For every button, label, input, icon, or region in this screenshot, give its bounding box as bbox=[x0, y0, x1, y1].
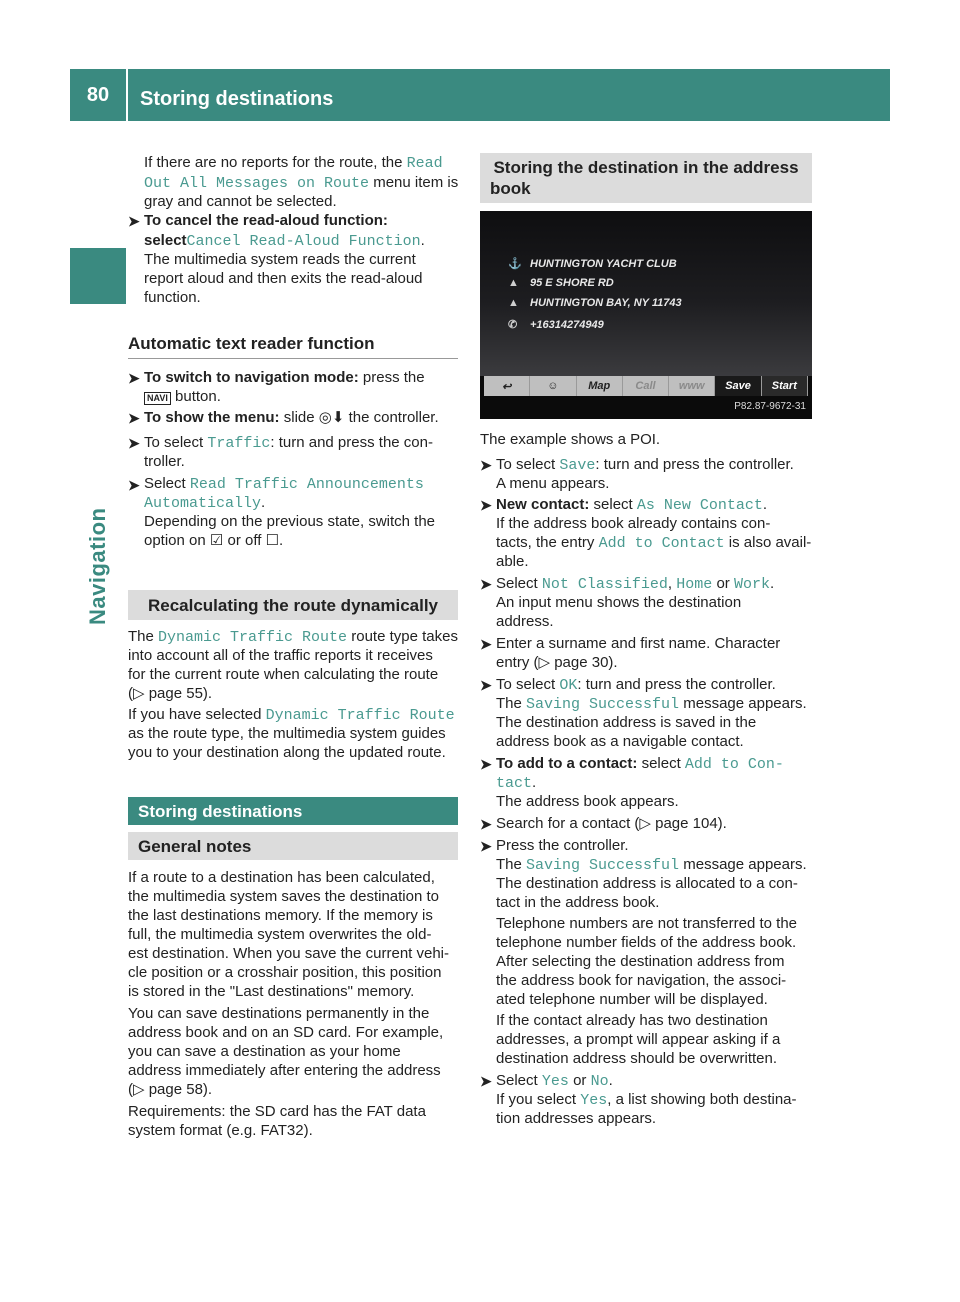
start-menu-item[interactable]: Start bbox=[762, 376, 808, 396]
step-press-controller: tact in the address book. bbox=[496, 894, 660, 911]
general-text: the last destinations memory. If the memory is bbox=[128, 907, 433, 924]
step-yes-no: If you select Yes, a list showing both destina- bbox=[496, 1091, 797, 1109]
step-read-traffic: option on ☑ or off ☐. bbox=[144, 532, 284, 549]
step-enter-name: Enter a surname and first name. Character bbox=[496, 635, 781, 652]
poi-row: ▲ HUNTINGTON BAY, NY 11743 bbox=[508, 297, 682, 309]
general-text: address book and on an SD card. For example, bbox=[128, 1024, 444, 1041]
note-text: destination address should be overwritten. bbox=[496, 1050, 778, 1067]
call-menu-item[interactable]: Call bbox=[623, 376, 669, 396]
recalc-text: you to your destination along the updated route. bbox=[128, 744, 446, 761]
general-text: full, the multimedia system overwrites the old- bbox=[128, 926, 432, 943]
step-show-menu: To show the menu: slide ◎⬇ the controller. bbox=[144, 409, 439, 426]
image-caption: P82.87-9672-31 bbox=[734, 401, 806, 412]
step-ok: address book as a navigable contact. bbox=[496, 733, 744, 750]
cancel-body: function. bbox=[144, 289, 201, 306]
step-add-contact: tact. bbox=[496, 774, 537, 792]
intro-line: gray and cannot be selected. bbox=[144, 193, 337, 210]
step-arrow-icon: ➤ bbox=[128, 435, 140, 451]
section-marker bbox=[70, 248, 126, 304]
step-yes-no: tion addresses appears. bbox=[496, 1110, 657, 1127]
recalc-text: for the current route when calculating the route bbox=[128, 666, 439, 683]
note-text: addresses, a prompt will appear asking if a bbox=[496, 1031, 781, 1048]
step-new-contact: tacts, the entry Add to Contact is also avail- bbox=[496, 534, 812, 552]
address-book-heading: Storing the destination in the address book bbox=[480, 153, 812, 203]
step-arrow-icon: ➤ bbox=[480, 457, 492, 473]
map-menu-item[interactable]: Map bbox=[577, 376, 623, 396]
page-title: Storing destinations bbox=[140, 88, 334, 110]
screen-menu-bar bbox=[484, 376, 808, 396]
header-divider bbox=[126, 69, 128, 121]
general-notes-heading: General notes bbox=[128, 832, 458, 860]
step-new-contact: able. bbox=[496, 553, 529, 570]
head-unit-screenshot bbox=[480, 211, 812, 419]
save-menu-item[interactable]: Save bbox=[715, 376, 761, 396]
step-new-contact: New contact: select As New Contact. bbox=[496, 496, 768, 514]
recalc-text: (▷ page 55). bbox=[128, 685, 213, 702]
recalc-text: into account all of the traffic reports it receives bbox=[128, 647, 433, 664]
step-arrow-icon: ➤ bbox=[128, 410, 140, 426]
step-arrow-icon: ➤ bbox=[480, 576, 492, 592]
intro-line: Out All Messages on Route menu item is bbox=[144, 174, 459, 192]
general-text: If a route to a destination has been calculated, bbox=[128, 869, 435, 886]
cancel-body: The multimedia system reads the current bbox=[144, 251, 416, 268]
general-text: est destination. When you save the current vehi- bbox=[128, 945, 450, 962]
street-icon: ▲ bbox=[508, 277, 519, 289]
poi-row: ✆ +16314274949 bbox=[508, 319, 604, 331]
page-number: 80 bbox=[86, 83, 110, 106]
step-read-traffic: Select Read Traffic Announcements bbox=[144, 475, 424, 493]
step-arrow-icon: ➤ bbox=[128, 213, 140, 229]
general-text: (▷ page 58). bbox=[128, 1081, 213, 1098]
step-save: To select Save: turn and press the controller. bbox=[496, 456, 794, 474]
step-add-contact: The address book appears. bbox=[496, 793, 679, 810]
note-text: If the contact already has two destination bbox=[496, 1012, 768, 1029]
storing-heading: Storing destinations bbox=[128, 797, 458, 825]
general-text: is stored in the "Last destinations" memory. bbox=[128, 983, 415, 1000]
note-text: ated telephone number will be displayed. bbox=[496, 991, 768, 1008]
step-arrow-icon: ➤ bbox=[480, 677, 492, 693]
step-traffic: troller. bbox=[144, 453, 185, 470]
step-arrow-icon: ➤ bbox=[480, 1073, 492, 1089]
step-search-contact: Search for a contact (▷ page 104). bbox=[496, 815, 727, 832]
step-arrow-icon: ➤ bbox=[128, 477, 140, 493]
city-icon: ▲ bbox=[508, 297, 519, 309]
step-add-contact: To add to a contact: select Add to Con‑ bbox=[496, 755, 784, 773]
step-save: A menu appears. bbox=[496, 475, 610, 492]
back-icon[interactable]: ↩ bbox=[484, 376, 530, 396]
general-text: cle position or a crosshair position, this position bbox=[128, 964, 442, 981]
note-text: After selecting the destination address from bbox=[496, 953, 785, 970]
voice-icon[interactable]: ☺ bbox=[530, 376, 576, 396]
step-press-controller: Press the controller. bbox=[496, 837, 629, 854]
step-arrow-icon: ➤ bbox=[128, 370, 140, 386]
step-enter-name: entry (▷ page 30). bbox=[496, 654, 618, 671]
poi-row: ⚓ HUNTINGTON YACHT CLUB bbox=[508, 258, 677, 270]
general-text: the multimedia system saves the destination to bbox=[128, 888, 439, 905]
phone-icon: ✆ bbox=[508, 319, 518, 331]
step-ok: The Saving Successful message appears. bbox=[496, 695, 807, 713]
step-nav-mode: NAVI button. bbox=[144, 387, 221, 406]
recalc-text: as the route type, the multimedia system guides bbox=[128, 725, 446, 742]
step-press-controller: The Saving Successful message appears. bbox=[496, 856, 807, 874]
step-classify: address. bbox=[496, 613, 554, 630]
step-nav-mode: To switch to navigation mode: press the bbox=[144, 369, 425, 386]
recalc-text: The Dynamic Traffic Route route type takes bbox=[128, 628, 458, 646]
general-text: system format (e.g. FAT32). bbox=[128, 1122, 313, 1139]
step-yes-no: Select Yes or No. bbox=[496, 1072, 613, 1090]
cancel-body: report aloud and then exits the read-aloud bbox=[144, 270, 423, 287]
step-ok: The destination address is saved in the bbox=[496, 714, 757, 731]
note-text: telephone number fields of the address book. bbox=[496, 934, 797, 951]
general-text: You can save destinations permanently in the bbox=[128, 1005, 430, 1022]
note-text: the address book for navigation, the associ- bbox=[496, 972, 787, 989]
poi-details-panel bbox=[480, 211, 812, 376]
recalc-text: If you have selected Dynamic Traffic Route bbox=[128, 706, 455, 724]
step-classify: An input menu shows the destination bbox=[496, 594, 742, 611]
poi-row: ▲ 95 E SHORE RD bbox=[508, 277, 614, 289]
step-read-traffic: Automatically. bbox=[144, 494, 266, 512]
step-arrow-icon: ➤ bbox=[480, 756, 492, 772]
recalc-heading: Recalculating the route dynamically bbox=[128, 590, 458, 620]
step-press-controller: The destination address is allocated to a con- bbox=[496, 875, 798, 892]
note-text: Telephone numbers are not transferred to the bbox=[496, 915, 798, 932]
step-arrow-icon: ➤ bbox=[480, 816, 492, 832]
step-read-traffic: Depending on the previous state, switch the bbox=[144, 513, 436, 530]
auto-reader-heading: Automatic text reader function bbox=[128, 334, 375, 353]
step-arrow-icon: ➤ bbox=[480, 636, 492, 652]
step-new-contact: If the address book already contains con- bbox=[496, 515, 771, 532]
general-text: you can save a destination as your home bbox=[128, 1043, 401, 1060]
step-arrow-icon: ➤ bbox=[480, 497, 492, 513]
www-menu-item[interactable]: www bbox=[669, 376, 715, 396]
cancel-line: selectCancel Read-Aloud Function. bbox=[144, 232, 425, 250]
intro-line: If there are no reports for the route, the Read bbox=[144, 154, 443, 172]
navi-button-icon: NAVI bbox=[144, 392, 171, 405]
heading-rule bbox=[128, 358, 458, 359]
step-arrow-icon: ➤ bbox=[480, 838, 492, 854]
step-traffic: To select Traffic: turn and press the con- bbox=[144, 434, 433, 452]
section-tab-label: Navigation bbox=[85, 507, 110, 625]
step-classify: Select Not Classified, Home or Work. bbox=[496, 575, 775, 593]
general-text: Requirements: the SD card has the FAT data bbox=[128, 1103, 426, 1120]
anchor-icon: ⚓ bbox=[508, 258, 522, 270]
step-ok: To select OK: turn and press the controller. bbox=[496, 676, 776, 694]
example-text: The example shows a POI. bbox=[480, 431, 661, 448]
general-text: address immediately after entering the address bbox=[128, 1062, 441, 1079]
cancel-label: To cancel the read-aloud function: bbox=[144, 212, 388, 229]
